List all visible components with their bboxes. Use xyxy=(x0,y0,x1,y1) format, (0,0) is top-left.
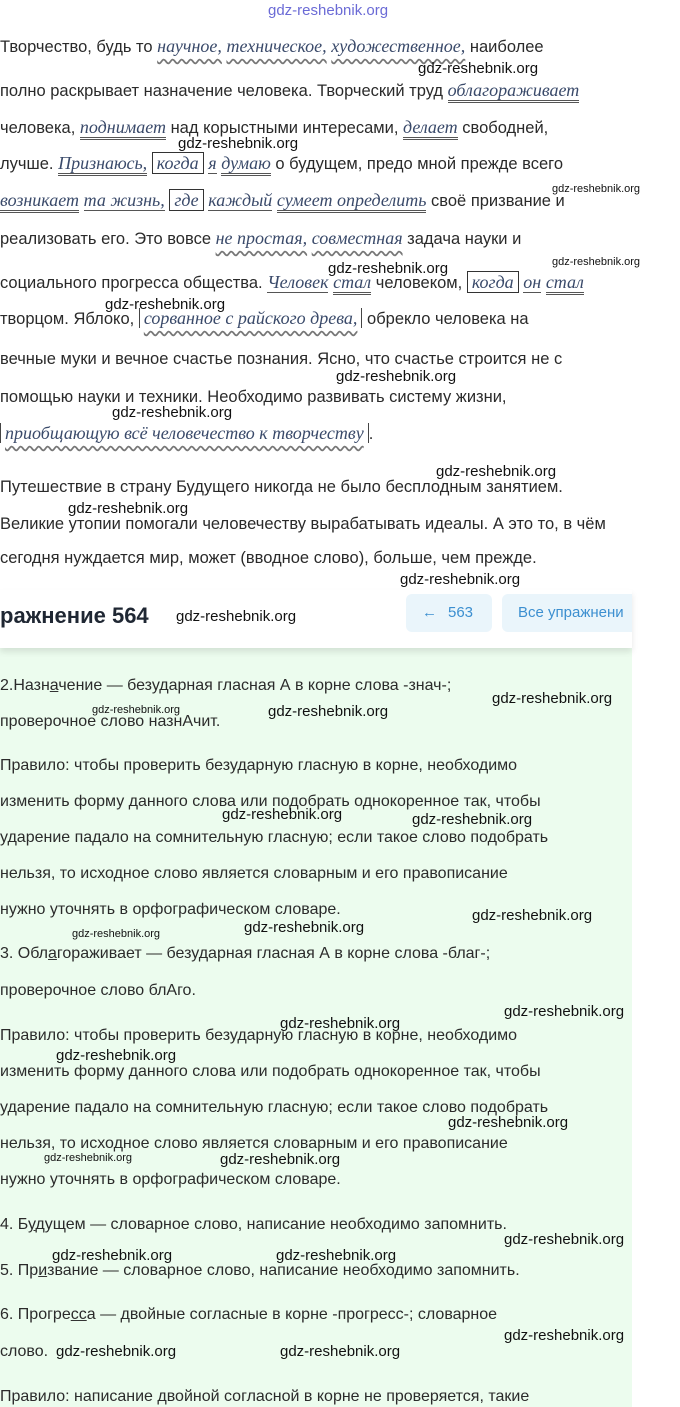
watermark: gdz-reshebnik.org xyxy=(244,919,365,936)
word-delaet: делает xyxy=(403,117,458,140)
rule-1-line-5: нужно уточнять в орфографическом словаре. xyxy=(0,901,341,918)
watermark: gdz-reshebnik.org xyxy=(52,1247,173,1264)
text-para2-line-3: сегодня нуждается мир, может (вводное слово), больше, чем прежде. xyxy=(0,549,537,567)
text: наиболее xyxy=(469,38,544,56)
rule-3-line-1: Правило: написание двойной согласной в корне не проверяется, такие xyxy=(0,1388,530,1405)
watermark: gdz-reshebnik.org xyxy=(178,135,299,152)
text: полно раскрывает назначение человека. Творческий труд xyxy=(0,82,444,100)
prev-exercise-label: 563 xyxy=(448,604,474,621)
watermark: gdz-reshebnik.org xyxy=(280,1015,401,1032)
highlight-letter: и xyxy=(38,1262,48,1279)
text-line-8 xyxy=(0,308,529,329)
text: . xyxy=(368,425,374,443)
answer-3-line-2: проверочное слово блАго. xyxy=(0,982,196,999)
rule-2-line-5: нужно уточнять в орфографическом словаре. xyxy=(0,1171,341,1188)
prev-exercise-button[interactable] xyxy=(406,594,492,632)
watermark: gdz-reshebnik.org xyxy=(412,811,533,828)
watermark: gdz-reshebnik.org xyxy=(44,1152,133,1164)
text: задача науки и xyxy=(407,230,522,248)
watermark: gdz-reshebnik.org xyxy=(268,2,389,19)
answer-4 xyxy=(0,1216,507,1234)
word-kazhdyi: каждый xyxy=(208,190,273,210)
text: человеком, xyxy=(375,274,463,292)
word-ya: я xyxy=(208,153,217,173)
watermark: gdz-reshebnik.org xyxy=(492,690,613,707)
text: о будущем, предо мной прежде всего xyxy=(275,155,564,173)
word-sorvannoe-phrase: сорванное с райского древа, xyxy=(139,308,363,328)
highlight-letter: а xyxy=(49,677,59,694)
watermark: gdz-reshebnik.org xyxy=(400,571,521,588)
watermark: gdz-reshebnik.org xyxy=(448,1114,569,1131)
word-on: он xyxy=(523,272,542,292)
text: дущем — словарное слово, написание необходимо запомнить. xyxy=(35,1216,507,1233)
answer-2-line-1 xyxy=(0,677,451,695)
text: 6. Прогре xyxy=(0,1306,71,1323)
word-stal-2: стал xyxy=(546,272,584,295)
text: звание — словарное слово, написание необходимо запомнить. xyxy=(47,1262,520,1279)
highlight-letter: сс xyxy=(70,1306,87,1323)
rule-2-line-1: Правило: чтобы проверить безударную гласную в корне, необходимо xyxy=(0,1027,518,1044)
watermark: gdz-reshebnik.org xyxy=(328,260,449,277)
rule-1-line-3: ударение падало на сомнительную гласную; если такое слово подобрать xyxy=(0,829,549,846)
text: человека, xyxy=(0,119,76,137)
watermark: gdz-reshebnik.org xyxy=(504,1003,625,1020)
watermark: gdz-reshebnik.org xyxy=(552,183,641,195)
highlight-letter: у xyxy=(27,1216,36,1233)
rule-2-line-3: ударение падало на сомнительную гласную; если такое слово подобрать xyxy=(0,1099,549,1116)
text-line-7 xyxy=(0,272,584,293)
word-sumeet-opredelit: сумеет определить xyxy=(277,190,427,213)
watermark: gdz-reshebnik.org xyxy=(336,368,457,385)
rule-2-line-2: изменить форму данного слова или подобрать однокоренное так, чтобы xyxy=(0,1063,541,1080)
text: Творчество, будь то xyxy=(0,38,153,56)
watermark: gdz-reshebnik.org xyxy=(220,1151,341,1168)
watermark: gdz-reshebnik.org xyxy=(504,1327,625,1344)
word-hudozhestvennoe: художественное, xyxy=(331,36,466,56)
arrow-left-icon: ← xyxy=(422,604,437,621)
watermark: gdz-reshebnik.org xyxy=(72,928,161,940)
text-line-1 xyxy=(0,36,544,57)
watermark: gdz-reshebnik.org xyxy=(68,500,189,517)
word-voznikaet: возникает xyxy=(0,190,79,213)
watermark: gdz-reshebnik.org xyxy=(56,1047,177,1064)
word-dumayu: думаю xyxy=(221,153,271,176)
word-oblagorazhivaet: облагораживает xyxy=(448,80,580,103)
word-nauchnoe: научное, xyxy=(157,36,222,56)
word-gde-boxed: где xyxy=(169,189,203,211)
text: социального прогресса общества. xyxy=(0,274,263,292)
text-para2-line-2: Великие утопии помогали человечеству вырабатывать идеалы. А это то, в чём xyxy=(0,515,606,533)
watermark: gdz-reshebnik.org xyxy=(112,404,233,421)
rule-1-line-1: Правило: чтобы проверить безударную гласную в корне, необходимо xyxy=(0,757,518,774)
text: 5. Пр xyxy=(0,1262,39,1279)
answer-2-line-2: проверочное слово назнАчит. xyxy=(0,713,221,730)
rule-1-line-2: изменить форму данного слова или подобрать однокоренное так, чтобы xyxy=(0,793,541,810)
text: творцом. Яблоко, xyxy=(0,310,135,328)
watermark: gdz-reshebnik.org xyxy=(222,806,343,823)
exercise-header xyxy=(0,590,632,648)
rule-2-line-4: нельзя, то исходное слово является словарным и его правописание xyxy=(0,1135,508,1152)
word-podnimaet: поднимает xyxy=(80,117,166,140)
word-priobschayuschuyu-phrase: приобщающую всё человечество к творчеству xyxy=(0,423,369,443)
watermark: gdz-reshebnik.org xyxy=(436,463,557,480)
word-ta-zhizn: та жизнь, xyxy=(83,190,165,210)
highlight-letter: а xyxy=(48,945,57,962)
word-stal: стал xyxy=(333,272,371,295)
watermark: gdz-reshebnik.org xyxy=(418,60,539,77)
word-kogda-boxed: когда xyxy=(152,152,204,174)
watermark: gdz-reshebnik.org xyxy=(56,1343,177,1360)
word-chelovek: Человек xyxy=(267,272,329,292)
word-priznayus: Признаюсь, xyxy=(58,153,147,176)
watermark: gdz-reshebnik.org xyxy=(92,704,181,716)
all-exercises-label: Все упражнени xyxy=(518,604,624,621)
watermark: gdz-reshebnik.org xyxy=(552,256,641,268)
text-line-4 xyxy=(0,153,563,174)
text-line-9: вечные муки и вечное счастье познания. Ясно, что счастье строится не с xyxy=(0,350,563,368)
all-exercises-button[interactable] xyxy=(502,594,632,632)
text: своё призвание и xyxy=(431,192,565,210)
watermark: gdz-reshebnik.org xyxy=(472,907,593,924)
text: реализовать его. Это вовсе xyxy=(0,230,211,248)
watermark: gdz-reshebnik.org xyxy=(176,608,297,625)
watermark: gdz-reshebnik.org xyxy=(280,1343,401,1360)
text: обрекло человека на xyxy=(367,310,529,328)
text: чение — безударная гласная А в корне слова -знач-; xyxy=(58,677,452,694)
text: над корыстными интересами, xyxy=(170,119,399,137)
text-line-6 xyxy=(0,228,521,249)
rule-1-line-4: нельзя, то исходное слово является словарным и его правописание xyxy=(0,865,508,882)
watermark: gdz-reshebnik.org xyxy=(268,703,389,720)
text: а — двойные согласные в корне -прогресс-; словарное xyxy=(86,1306,498,1323)
text-line-2 xyxy=(0,80,579,101)
word-tehnicheskoe: техническое, xyxy=(226,36,327,56)
watermark: gdz-reshebnik.org xyxy=(504,1231,625,1248)
word-sovmestnaya: совместная xyxy=(311,228,403,248)
exercise-title: ражнение 564 xyxy=(0,603,149,628)
answer-6-line-1 xyxy=(0,1306,497,1324)
text: гораживает — безударная гласная А в корне слова -благ-; xyxy=(56,945,491,962)
answer-5 xyxy=(0,1262,520,1280)
text-line-11 xyxy=(0,423,373,444)
watermark: gdz-reshebnik.org xyxy=(105,296,226,313)
text-para2-line-1: Путешествие в страну Будущего никогда не было бесплодным занятием. xyxy=(0,478,563,496)
text: 3. Обл xyxy=(0,945,49,962)
watermark: gdz-reshebnik.org xyxy=(276,1247,397,1264)
answer-6-line-2: слово. xyxy=(0,1343,49,1360)
text: 4. Б xyxy=(0,1216,28,1233)
text: 2.Назн xyxy=(0,677,50,694)
text: свободней, xyxy=(462,119,549,137)
text-line-5 xyxy=(0,190,565,211)
word-kogda-boxed-2: когда xyxy=(467,271,519,293)
word-ne-prostaya: не простая, xyxy=(215,228,308,248)
text: лучше. xyxy=(0,155,54,173)
answer-3-line-1 xyxy=(0,945,490,963)
text-line-10: помощью науки и техники. Необходимо развивать систему жизни, xyxy=(0,388,507,406)
